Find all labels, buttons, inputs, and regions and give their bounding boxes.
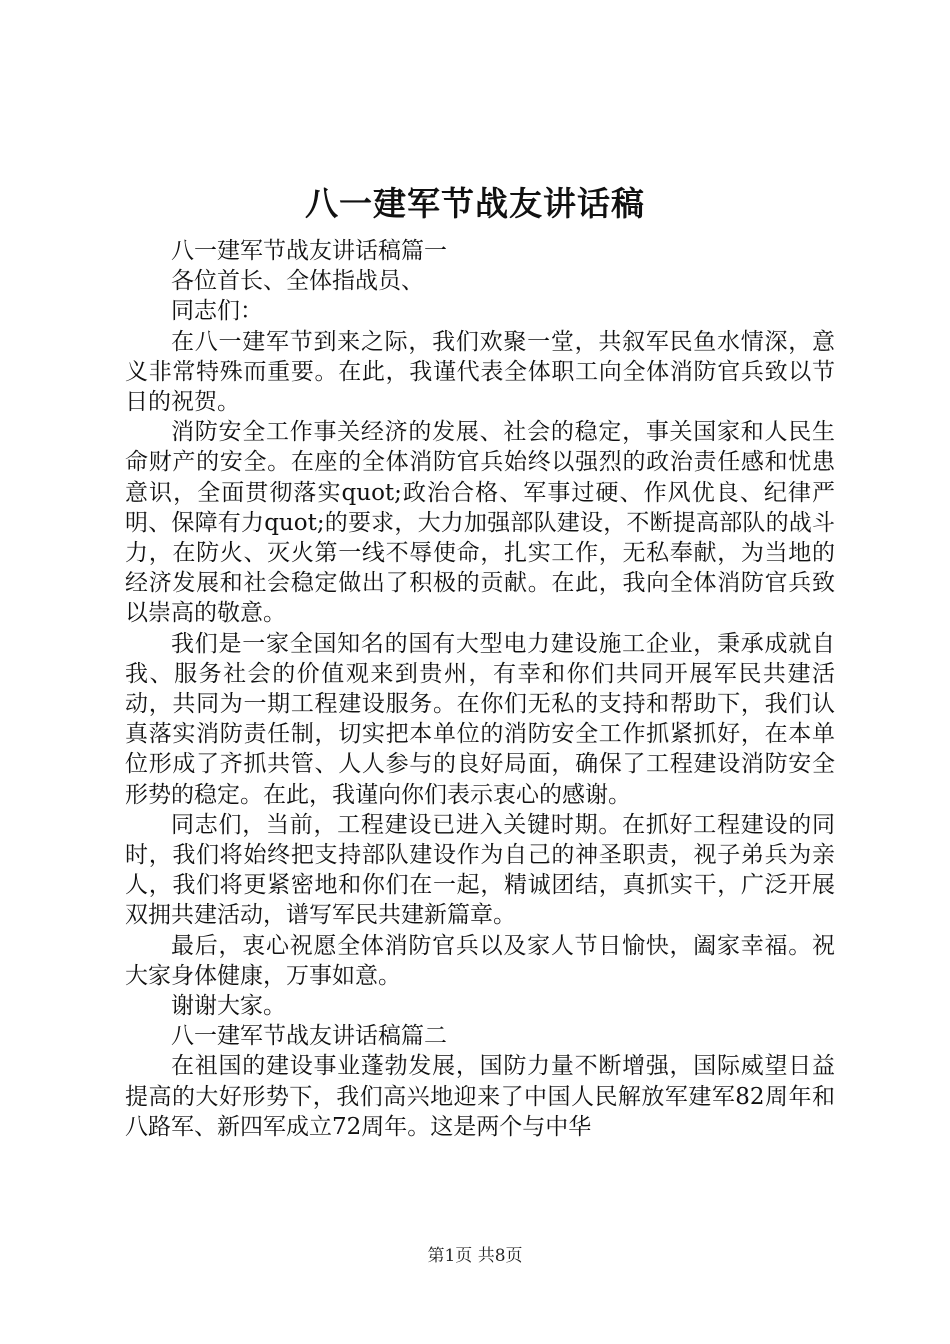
closing-line: 谢谢大家。 [171, 993, 286, 1020]
section-heading-2: 八一建军节战友讲话稿篇二 [171, 1023, 447, 1050]
body-paragraph: 消防安全工作事关经济的发展、社会的稳定，事关国家和人民生命财产的安全。在座的全体消防官兵始终以强烈的政治责任感和忧患意识，全面贯彻落实quot;政治合格、军事过硬、作风优良、纪律严明、保障有力quot;的要求，大力加强部队建设，不断提高部队的战斗力，在防火、灭火第一线不辱使命，扎实工作，无私奉献，为当地的经济发展和社会稳定做出了积极的贡献。在此，我向全体消防官兵致以崇高的敬意。 [125, 419, 835, 627]
salutation-line: 各位首长、全体指战员、 [171, 268, 424, 295]
body-paragraph: 在祖国的建设事业蓬勃发展，国防力量不断增强，国际威望日益提高的大好形势下，我们高兴地迎来了中国人民解放军建军82周年和八路军、新四军成立72周年。这是两个与中华 [125, 1053, 835, 1140]
document-title: 八一建军节战友讲话稿 [305, 184, 645, 223]
page-number-footer: 第1页 共8页 [427, 1246, 523, 1266]
body-paragraph: 同志们，当前，工程建设已进入关键时期。在抓好工程建设的同时，我们将始终把支持部队建设作为自己的神圣职责，视子弟兵为亲人，我们将更紧密地和你们在一起，精诚团结，真抓实干，广泛开展双拥共建活动，谱写军民共建新篇章。 [125, 811, 835, 929]
body-paragraph: 我们是一家全国知名的国有大型电力建设施工企业，秉承成就自我、服务社会的价值观来到贵州，有幸和你们共同开展军民共建活动，共同为一期工程建设服务。在你们无私的支持和帮助下，我们认真落实消防责任制，切实把本单位的消防安全工作抓紧抓好，在本单位形成了齐抓共管、人人参与的良好局面，确保了工程建设消防安全形势的稳定。在此，我谨向你们表示衷心的感谢。 [125, 630, 835, 808]
document-body [125, 236, 835, 1142]
section-heading-1: 八一建军节战友讲话稿篇一 [171, 238, 447, 264]
body-paragraph: 在八一建军节到来之际，我们欢聚一堂，共叙军民鱼水情深，意义非常特殊而重要。在此，我谨代表全体职工向全体消防官兵致以节日的祝贺。 [125, 328, 835, 416]
salutation-line: 同志们： [171, 298, 263, 325]
body-paragraph: 最后，衷心祝愿全体消防官兵以及家人节日愉快，阖家幸福。祝大家身体健康，万事如意。 [125, 932, 835, 989]
